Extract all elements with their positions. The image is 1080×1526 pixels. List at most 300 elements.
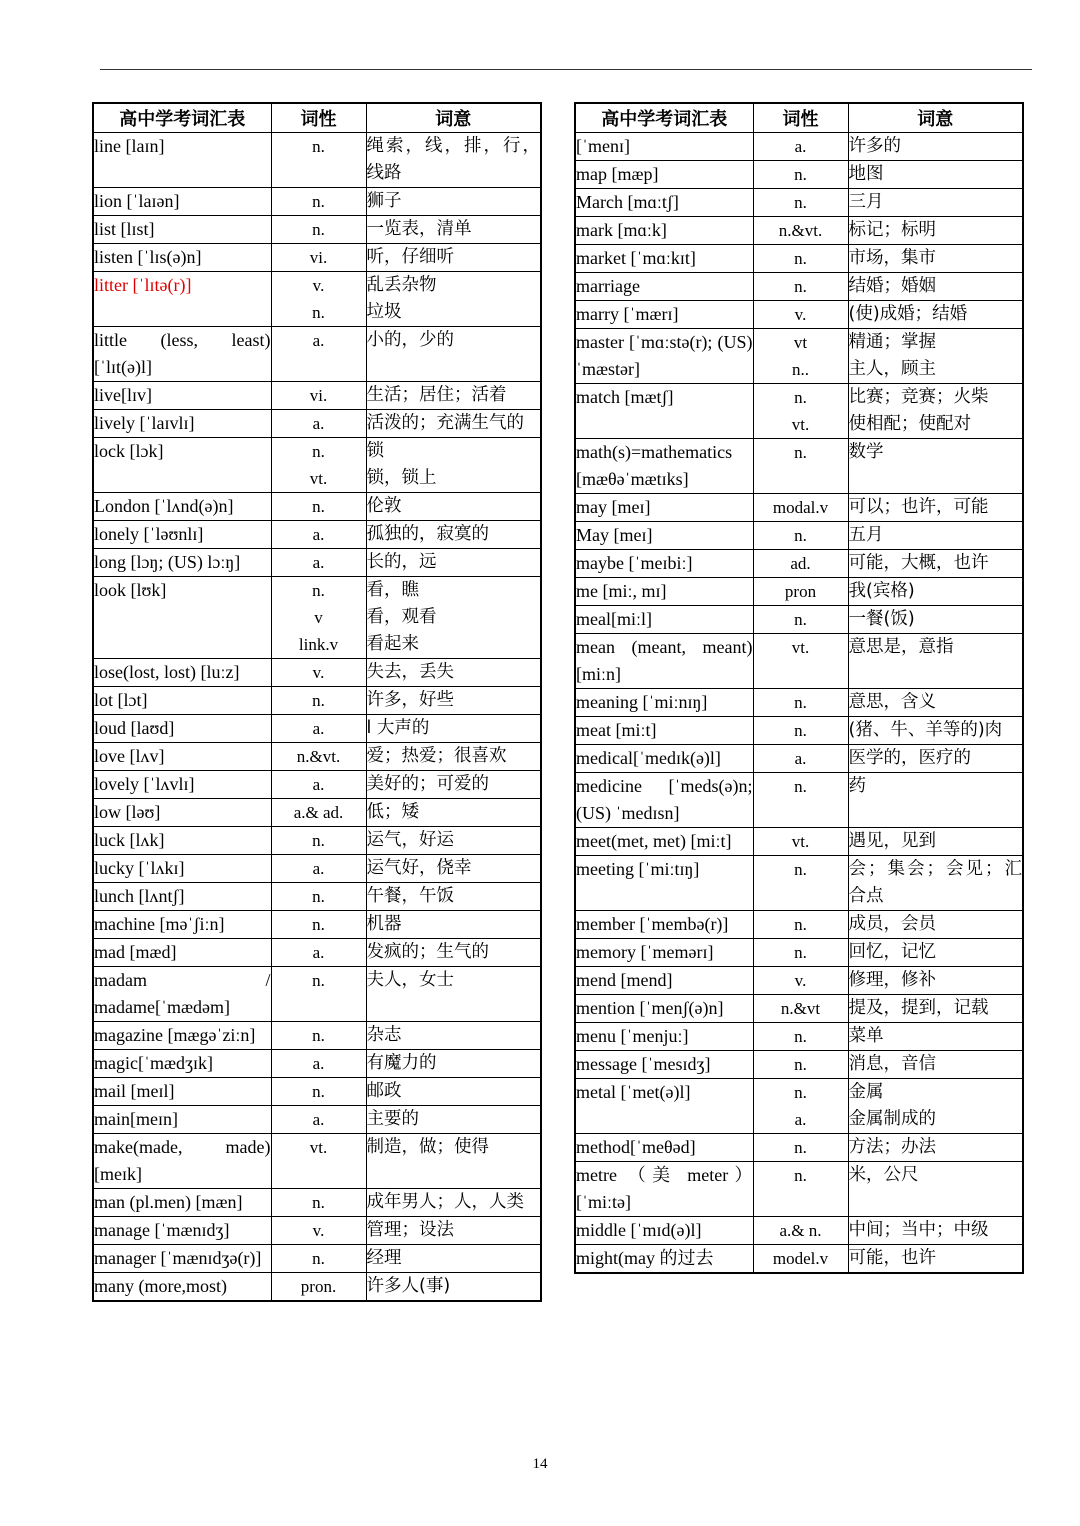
- vocab-word: lively [ˈlaɪvlɪ]: [93, 410, 271, 438]
- table-row: [93, 1078, 541, 1106]
- part-of-speech-line: n.: [312, 1026, 325, 1045]
- part-of-speech: [753, 1134, 848, 1162]
- part-of-speech-line: ad.: [790, 554, 811, 573]
- word-meaning: [848, 717, 1023, 745]
- table-row: [93, 687, 541, 715]
- table-row: [575, 384, 1023, 439]
- table-row: [93, 855, 541, 883]
- table-row: [93, 715, 541, 743]
- part-of-speech-line: n.: [312, 581, 325, 600]
- part-of-speech: [753, 773, 848, 828]
- meaning-line: 运气，好运: [366, 830, 454, 850]
- part-of-speech: [271, 1245, 366, 1273]
- meaning-line: 生活；居住；活着: [366, 385, 507, 405]
- part-of-speech: [753, 1245, 848, 1274]
- word-meaning: [366, 1189, 541, 1217]
- part-of-speech-line: n.: [312, 971, 325, 990]
- part-of-speech: [271, 1189, 366, 1217]
- meaning-line: 主要的: [366, 1109, 419, 1129]
- part-of-speech: [753, 995, 848, 1023]
- word-meaning: [848, 911, 1023, 939]
- word-meaning: [366, 1078, 541, 1106]
- part-of-speech-line: n.: [312, 887, 325, 906]
- table-row: [93, 659, 541, 687]
- meaning-line: 意思是，意指: [848, 637, 954, 657]
- part-of-speech-line: a.: [312, 719, 325, 738]
- part-of-speech: [271, 438, 366, 493]
- part-of-speech: [271, 1106, 366, 1134]
- vocab-word: math(s)=mathematics [mæθəˈmætɪks]: [575, 439, 753, 494]
- meaning-line: 主人，顾主: [848, 359, 936, 379]
- part-of-speech: [271, 188, 366, 216]
- vocab-word: metal [ˈmet(ə)l]: [575, 1079, 753, 1134]
- vocab-word: lose(lost, lost) [luːz]: [93, 659, 271, 687]
- vocab-word: medical[ˈmedɪk(ə)l]: [575, 745, 753, 773]
- word-meaning: [848, 1079, 1023, 1134]
- part-of-speech: [271, 911, 366, 939]
- meaning-line: 锁，锁上: [366, 468, 437, 488]
- vocab-word: main[meɪn]: [93, 1106, 271, 1134]
- table-row: [93, 883, 541, 911]
- part-of-speech-line: n.: [794, 777, 807, 796]
- table-row: [575, 494, 1023, 522]
- table-row: [575, 995, 1023, 1023]
- meaning-line: 管理；设法: [366, 1220, 454, 1240]
- meaning-line: 中间；当中；中级: [848, 1220, 989, 1240]
- word-meaning: [366, 939, 541, 967]
- word-meaning: [848, 245, 1023, 273]
- vocab-word: live[lɪv]: [93, 382, 271, 410]
- word-meaning: [848, 856, 1023, 911]
- word-meaning: [366, 188, 541, 216]
- part-of-speech: [753, 133, 848, 161]
- table-row: [575, 967, 1023, 995]
- word-meaning: [848, 273, 1023, 301]
- table-row: [575, 939, 1023, 967]
- meaning-line: 标记；标明: [848, 220, 936, 240]
- part-of-speech-line: n.: [794, 1027, 807, 1046]
- part-of-speech: [271, 577, 366, 659]
- header-part-of-speech: 词性: [753, 103, 848, 133]
- meaning-line: 低；矮: [366, 802, 419, 822]
- vocab-word: lock [lɔk]: [93, 438, 271, 493]
- part-of-speech: [753, 1079, 848, 1134]
- part-of-speech: [753, 828, 848, 856]
- part-of-speech-line: a.: [312, 775, 325, 794]
- table-row: [93, 577, 541, 659]
- part-of-speech-line: vt.: [791, 832, 810, 851]
- table-row: [93, 1106, 541, 1134]
- part-of-speech-line: a.& ad.: [293, 803, 344, 822]
- part-of-speech-line: a.: [312, 859, 325, 878]
- vocab-word: magazine [mægəˈziːn]: [93, 1022, 271, 1050]
- table-row: [575, 133, 1023, 161]
- meaning-line: 数学: [848, 442, 884, 462]
- vocab-word: menu [ˈmenjuː]: [575, 1023, 753, 1051]
- word-meaning: [366, 1022, 541, 1050]
- part-of-speech-line: n.: [312, 497, 325, 516]
- table-row: [93, 939, 541, 967]
- part-of-speech: [271, 1217, 366, 1245]
- table-row: [93, 1273, 541, 1302]
- vocab-word: listen [ˈlɪs(ə)n]: [93, 244, 271, 272]
- word-meaning: [848, 161, 1023, 189]
- word-meaning: [848, 329, 1023, 384]
- vocab-word: mean (meant, meant) [miːn]: [575, 634, 753, 689]
- vocab-word: middle [ˈmɪd(ə)l]: [575, 1217, 753, 1245]
- part-of-speech-line: v.: [794, 305, 807, 324]
- part-of-speech: [753, 439, 848, 494]
- word-meaning: [848, 494, 1023, 522]
- meaning-line: 五月: [848, 525, 884, 545]
- vocab-word: man (pl.men) [mæn]: [93, 1189, 271, 1217]
- table-row: [93, 244, 541, 272]
- part-of-speech-line: vt.: [309, 469, 328, 488]
- meaning-line: 三月: [848, 192, 884, 212]
- table-row: [575, 217, 1023, 245]
- table-row: [93, 1217, 541, 1245]
- part-of-speech-line: a.: [312, 1110, 325, 1129]
- part-of-speech-line: n.: [794, 443, 807, 462]
- part-of-speech-line: n.: [312, 192, 325, 211]
- vocab-word: medicine [ˈmeds(ə)n; (US) ˈmedɪsn]: [575, 773, 753, 828]
- meaning-line: 杂志: [366, 1025, 402, 1045]
- word-meaning: [366, 133, 541, 188]
- part-of-speech-line: modal.v: [772, 498, 829, 517]
- word-meaning: [366, 855, 541, 883]
- word-meaning: [366, 549, 541, 577]
- vocab-word: lot [lɔt]: [93, 687, 271, 715]
- table-row: [575, 522, 1023, 550]
- table-row: [575, 634, 1023, 689]
- part-of-speech: [753, 939, 848, 967]
- part-of-speech-line: v.: [312, 276, 325, 295]
- table-row: [93, 1245, 541, 1273]
- vocabulary-table-left: [92, 102, 542, 1302]
- header-part-of-speech: 词性: [271, 103, 366, 133]
- table-row: [575, 329, 1023, 384]
- vocab-word: machine [məˈʃiːn]: [93, 911, 271, 939]
- word-meaning: [366, 827, 541, 855]
- table-row: [93, 1050, 541, 1078]
- meaning-line: 制造，做；使得: [366, 1137, 489, 1157]
- part-of-speech-line: n.: [794, 943, 807, 962]
- part-of-speech: [271, 687, 366, 715]
- part-of-speech-line: vi.: [309, 386, 328, 405]
- table-row: [575, 745, 1023, 773]
- table-row: [575, 1134, 1023, 1162]
- meaning-line: 使相配；使配对: [848, 414, 971, 434]
- part-of-speech-line: vt.: [791, 415, 810, 434]
- word-meaning: [366, 577, 541, 659]
- part-of-speech-line: n.: [794, 1055, 807, 1074]
- part-of-speech-line: n.: [312, 303, 325, 322]
- page-number: 14: [532, 1456, 548, 1472]
- part-of-speech-line: vt: [793, 333, 808, 352]
- part-of-speech: [753, 689, 848, 717]
- meaning-line: 经理: [366, 1248, 402, 1268]
- vocab-word: March [mɑːtʃ]: [575, 189, 753, 217]
- word-meaning: [848, 217, 1023, 245]
- part-of-speech: [753, 217, 848, 245]
- part-of-speech-line: n.: [794, 1083, 807, 1102]
- word-meaning: [848, 689, 1023, 717]
- word-meaning: [366, 272, 541, 327]
- part-of-speech: [753, 911, 848, 939]
- header-rule: [100, 69, 1032, 70]
- vocab-word: me [miː, mɪ]: [575, 578, 753, 606]
- vocab-word: look [lʊk]: [93, 577, 271, 659]
- word-meaning: [848, 939, 1023, 967]
- part-of-speech-line: n.: [794, 193, 807, 212]
- meaning-line: 看起来: [366, 634, 419, 654]
- table-row: [93, 410, 541, 438]
- part-of-speech-line: n.: [794, 693, 807, 712]
- word-meaning: [366, 1106, 541, 1134]
- meaning-line: 结婚；婚姻: [848, 276, 936, 296]
- part-of-speech: [271, 216, 366, 244]
- part-of-speech: [271, 1134, 366, 1189]
- part-of-speech-line: n.&vt.: [296, 747, 341, 766]
- meaning-line: 一餐(饭): [848, 609, 915, 629]
- meaning-line: 会；集会；会见；汇合点: [848, 859, 1022, 906]
- table-row: [575, 1162, 1023, 1217]
- word-meaning: [848, 1245, 1023, 1274]
- part-of-speech: [271, 1050, 366, 1078]
- meaning-line: 提及，提到，记载: [848, 998, 989, 1018]
- part-of-speech-line: vt.: [309, 1138, 328, 1157]
- meaning-line: 机器: [366, 914, 402, 934]
- part-of-speech: [271, 939, 366, 967]
- part-of-speech: [271, 855, 366, 883]
- part-of-speech-line: n.: [312, 915, 325, 934]
- table-row: [575, 578, 1023, 606]
- part-of-speech: [271, 410, 366, 438]
- word-meaning: [366, 438, 541, 493]
- word-meaning: [366, 911, 541, 939]
- vocab-word: little (less, least) [ˈlɪt(ə)l]: [93, 327, 271, 382]
- word-meaning: [848, 384, 1023, 439]
- vocab-word: method[ˈmeθəd]: [575, 1134, 753, 1162]
- part-of-speech: [271, 1022, 366, 1050]
- word-meaning: [848, 773, 1023, 828]
- word-meaning: [366, 883, 541, 911]
- vocab-word: meaning [ˈmiːnɪŋ]: [575, 689, 753, 717]
- vocab-word: mail [meɪl]: [93, 1078, 271, 1106]
- header-meaning: 词意: [366, 103, 541, 133]
- part-of-speech: [753, 606, 848, 634]
- part-of-speech-line: n.: [794, 610, 807, 629]
- part-of-speech-line: n.: [794, 721, 807, 740]
- part-of-speech: [753, 245, 848, 273]
- vocab-word: long [lɔŋ; (US) lɔːŋ]: [93, 549, 271, 577]
- meaning-line: 许多的: [848, 136, 901, 156]
- part-of-speech-line: n.: [794, 1138, 807, 1157]
- word-meaning: [366, 1050, 541, 1078]
- part-of-speech-line: n.: [794, 1166, 807, 1185]
- meaning-line: 活泼的；充满生气的: [366, 413, 524, 433]
- part-of-speech: [271, 493, 366, 521]
- part-of-speech-line: n.: [312, 691, 325, 710]
- vocab-word: line [laɪn]: [93, 133, 271, 188]
- vocab-word: litter [ˈlɪtə(r)]: [93, 272, 271, 327]
- table-row: [93, 327, 541, 382]
- vocab-word: map [mæp]: [575, 161, 753, 189]
- part-of-speech-line: a.: [312, 331, 325, 350]
- meaning-line: 医学的，医疗的: [848, 748, 971, 768]
- word-meaning: [366, 493, 541, 521]
- vocab-word: may [meɪ]: [575, 494, 753, 522]
- table-row: [93, 549, 541, 577]
- table-row: [575, 856, 1023, 911]
- table-row: [575, 911, 1023, 939]
- part-of-speech: [753, 550, 848, 578]
- meaning-line: 药: [848, 776, 866, 796]
- vocab-word: match [mætʃ]: [575, 384, 753, 439]
- part-of-speech-line: vi.: [309, 248, 328, 267]
- part-of-speech-line: n.: [312, 1082, 325, 1101]
- part-of-speech: [271, 827, 366, 855]
- meaning-line: l 大声的: [366, 718, 430, 738]
- table-row: [93, 771, 541, 799]
- table-row: [93, 216, 541, 244]
- meaning-line: 地图: [848, 164, 884, 184]
- part-of-speech-line: a.: [312, 553, 325, 572]
- vocab-word: lucky [ˈlʌkɪ]: [93, 855, 271, 883]
- part-of-speech-line: a.: [794, 137, 807, 156]
- table-header-row: [575, 103, 1023, 133]
- word-meaning: [366, 327, 541, 382]
- word-meaning: [848, 301, 1023, 329]
- part-of-speech: [753, 717, 848, 745]
- table-row: [93, 382, 541, 410]
- meaning-line: 我(宾格): [848, 581, 915, 601]
- table-row: [575, 773, 1023, 828]
- meaning-line: 成员，会员: [848, 914, 936, 934]
- part-of-speech-line: n.&vt: [780, 999, 821, 1018]
- part-of-speech: [271, 521, 366, 549]
- vocab-word: manager [ˈmænɪdʒə(r)]: [93, 1245, 271, 1273]
- meaning-line: 成年男人；人，人类: [366, 1192, 524, 1212]
- word-meaning: [366, 799, 541, 827]
- vocab-word: lovely [ˈlʌvlɪ]: [93, 771, 271, 799]
- part-of-speech: [753, 1217, 848, 1245]
- table-header-row: [93, 103, 541, 133]
- part-of-speech: [753, 161, 848, 189]
- vocab-word: meeting [ˈmiːtɪŋ]: [575, 856, 753, 911]
- table-row: [575, 1079, 1023, 1134]
- word-meaning: [848, 550, 1023, 578]
- meaning-line: 方法；办法: [848, 1137, 936, 1157]
- part-of-speech: [753, 634, 848, 689]
- part-of-speech-line: pron: [784, 582, 817, 601]
- table-row: [575, 273, 1023, 301]
- part-of-speech-line: n.: [312, 137, 325, 156]
- part-of-speech-line: v.: [794, 971, 807, 990]
- part-of-speech: [753, 273, 848, 301]
- vocab-word: list [lɪst]: [93, 216, 271, 244]
- vocab-word: mad [mæd]: [93, 939, 271, 967]
- word-meaning: [848, 439, 1023, 494]
- table-row: [575, 189, 1023, 217]
- table-row: [575, 717, 1023, 745]
- meaning-line: 比赛；竞赛；火柴: [848, 387, 989, 407]
- part-of-speech-line: a.& n.: [779, 1221, 822, 1240]
- meaning-line: 伦敦: [366, 496, 402, 516]
- part-of-speech: [271, 1273, 366, 1302]
- part-of-speech-line: pron.: [300, 1277, 337, 1296]
- word-meaning: [848, 1051, 1023, 1079]
- meaning-line: 意思，含义: [848, 692, 936, 712]
- table-row: [93, 438, 541, 493]
- vocab-word: maybe [ˈmeɪbiː]: [575, 550, 753, 578]
- meaning-line: 夫人，女士: [366, 970, 454, 990]
- word-meaning: [366, 410, 541, 438]
- part-of-speech-line: n.: [312, 442, 325, 461]
- meaning-line: 发疯的；生气的: [366, 942, 489, 962]
- part-of-speech-line: v.: [312, 1221, 325, 1240]
- vocab-word: marriage: [575, 273, 753, 301]
- meaning-line: 精通；掌握: [848, 332, 936, 352]
- part-of-speech: [753, 522, 848, 550]
- vocab-word: loud [laʊd]: [93, 715, 271, 743]
- vocab-word: May [meɪ]: [575, 522, 753, 550]
- meaning-line: 一览表，清单: [366, 219, 472, 239]
- part-of-speech: [271, 715, 366, 743]
- table-row: [575, 828, 1023, 856]
- table-row: [93, 799, 541, 827]
- meaning-line: 锁: [366, 441, 384, 461]
- meaning-line: 修理，修补: [848, 970, 936, 990]
- table-row: [93, 967, 541, 1022]
- meaning-line: 小的，少的: [366, 330, 454, 350]
- part-of-speech-line: n.: [312, 1249, 325, 1268]
- word-meaning: [848, 967, 1023, 995]
- table-row: [575, 1217, 1023, 1245]
- vocab-word: madam / madame[ˈmædəm]: [93, 967, 271, 1022]
- word-meaning: [366, 659, 541, 687]
- vocab-word: mark [mɑːk]: [575, 217, 753, 245]
- part-of-speech-line: n.: [312, 831, 325, 850]
- part-of-speech: [753, 967, 848, 995]
- meaning-line: 看，观看: [366, 607, 437, 627]
- meaning-line: 邮政: [366, 1081, 402, 1101]
- meaning-line: 听，仔细听: [366, 247, 454, 267]
- word-meaning: [848, 522, 1023, 550]
- vocab-word: lonely [ˈləʊnlɪ]: [93, 521, 271, 549]
- vocab-word: lion [ˈlaɪən]: [93, 188, 271, 216]
- word-meaning: [848, 1134, 1023, 1162]
- meaning-line: 长的，远: [366, 552, 437, 572]
- word-meaning: [366, 1245, 541, 1273]
- word-meaning: [366, 216, 541, 244]
- meaning-line: 遇见，见到: [848, 831, 936, 851]
- table-row: [93, 521, 541, 549]
- table-row: [575, 245, 1023, 273]
- table-row: [93, 743, 541, 771]
- part-of-speech: [753, 745, 848, 773]
- word-meaning: [366, 687, 541, 715]
- part-of-speech: [271, 327, 366, 382]
- word-meaning: [848, 578, 1023, 606]
- meaning-line: 菜单: [848, 1026, 884, 1046]
- part-of-speech: [753, 301, 848, 329]
- part-of-speech: [271, 549, 366, 577]
- word-meaning: [848, 828, 1023, 856]
- table-row: [93, 1022, 541, 1050]
- vocab-word: member [ˈmembə(r)]: [575, 911, 753, 939]
- part-of-speech: [271, 743, 366, 771]
